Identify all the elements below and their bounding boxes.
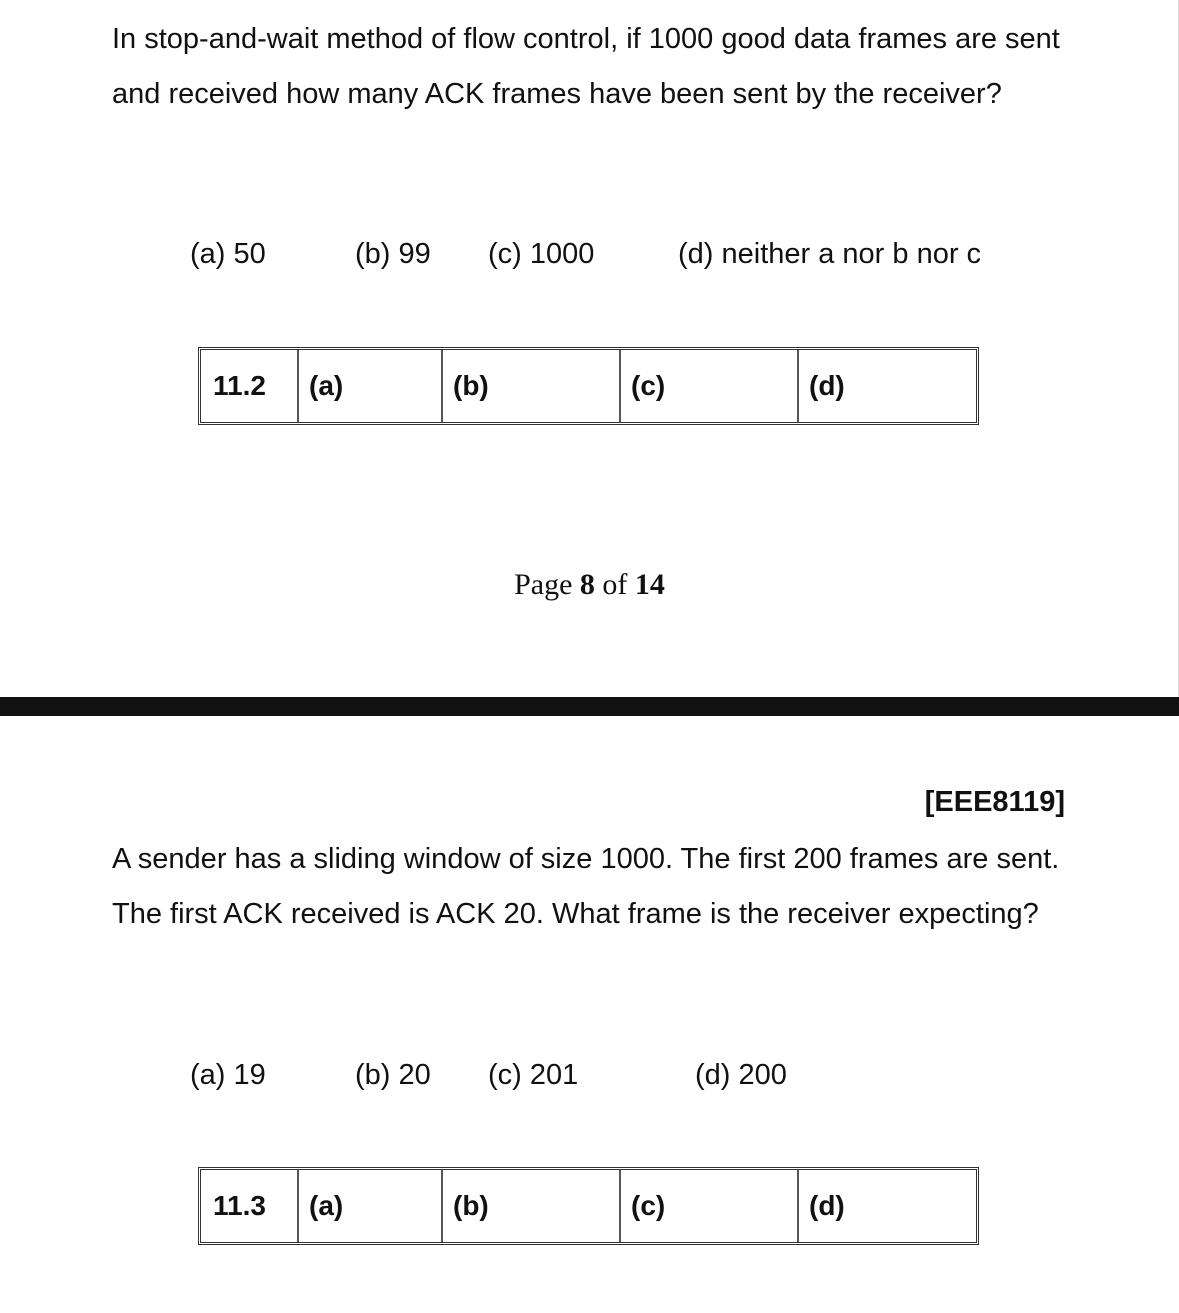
option-a: (a) 50 — [190, 238, 266, 270]
option-d: (d) neither a nor b nor c — [678, 238, 982, 270]
page-9 — [0, 716, 1179, 1313]
question-11-2-options — [0, 238, 1179, 278]
answer-cell-a[interactable]: (a) — [297, 350, 441, 422]
table-row — [201, 350, 976, 422]
answer-cell-c[interactable]: (c) — [619, 1170, 797, 1242]
answer-cell-d[interactable]: (d) — [797, 350, 976, 422]
answer-cell-a[interactable]: (a) — [297, 1170, 441, 1242]
table-row — [201, 1170, 976, 1242]
answer-table-11-2 — [198, 347, 979, 425]
page-footer — [0, 568, 1179, 602]
page-total: 14 — [634, 568, 665, 601]
of-label: of — [602, 568, 628, 601]
course-code: [EEE8119] — [924, 786, 1065, 818]
page-number: 8 — [579, 568, 595, 601]
question-11-2-text: In stop-and-wait method of flow control, if 1000 good data frames are sent and received how many ACK frames have been sent by the receiver? — [112, 23, 1060, 110]
answer-cell-d[interactable]: (d) — [797, 1170, 976, 1242]
question-11-3-options — [0, 1059, 1179, 1099]
page-label: Page — [514, 568, 573, 601]
answer-cell-b[interactable]: (b) — [441, 350, 619, 422]
option-b: (b) 99 — [355, 238, 431, 270]
question-number-cell: 11.2 — [213, 370, 266, 401]
question-number-cell: 11.3 — [213, 1190, 266, 1221]
question-11-3-text: A sender has a sliding window of size 1000. The first 200 frames are sent. The first ACK received is ACK 20. What frame is the receiver expecting? — [112, 843, 1060, 930]
answer-table-11-3 — [198, 1167, 979, 1245]
answer-cell-b[interactable]: (b) — [441, 1170, 619, 1242]
option-a: (a) 19 — [190, 1059, 266, 1091]
answer-cell-c[interactable]: (c) — [619, 350, 797, 422]
option-c: (c) 1000 — [488, 238, 595, 270]
option-c: (c) 201 — [488, 1059, 579, 1091]
option-b: (b) 20 — [355, 1059, 431, 1091]
option-d: (d) 200 — [695, 1059, 787, 1091]
page-divider — [0, 697, 1179, 716]
